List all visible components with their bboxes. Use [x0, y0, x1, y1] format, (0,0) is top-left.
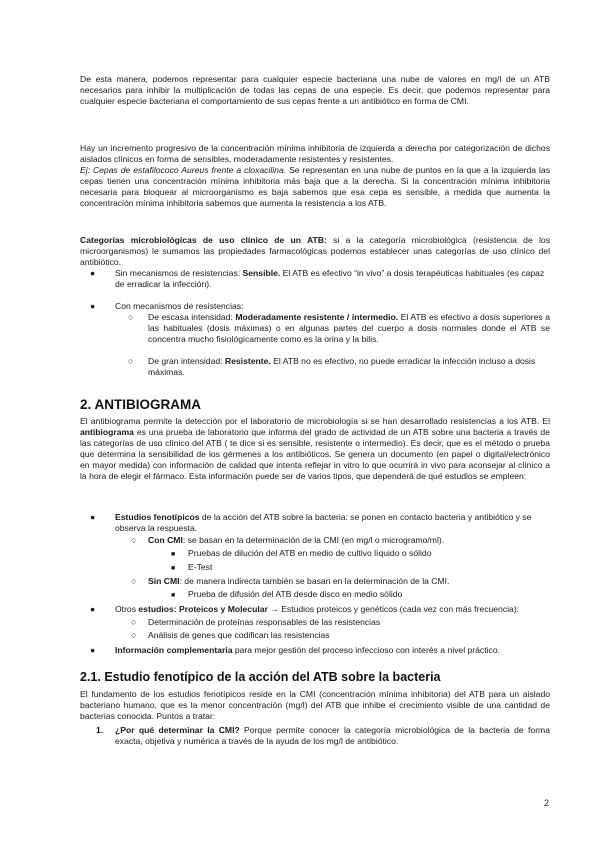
paragraph-categorias: Categorías microbiológicas de uso clínico de un ATB: si a la categoría microbiológica (resistencia de los microorganismos) le sumamos las propiedades farmacológicas podemos establecer unas categorías de uso clínico del antibiótico. — [80, 235, 550, 267]
example-label: Ej: Cepas de estafilococo Aureus frente a cloxacilina — [80, 165, 284, 175]
paragraph-incremento: Hay un incremento progresivo de la concentración mínima inhibitoria de izquierda a derecha por categorización de dichos aislados clínicos en forma de sensibles, moderadamente resistentes y resistentes. — [80, 143, 550, 164]
section-heading-antibiograma: 2. ANTIBIOGRAMA — [80, 397, 201, 412]
list-item-etest: E-Test — [188, 562, 213, 572]
disc-bullet-icon: ● — [90, 645, 96, 655]
list-item-sensible: Sin mecanismos de resistencias: Sensible. El ATB es efectivo “in vivo” a dosis terapéuticas habituales (es capaz de erradicar la infección). — [115, 268, 545, 289]
list-item-resistente: De gran intensidad: Resistente. El ATB no es efectivo, no puede erradicar la infección incluso a dosis máximas. — [148, 356, 536, 377]
list-item-por-que-cmi: ¿Por qué determinar la CMI? Porque permite conocer la categoría microbiológica de la bacteria de forma exacta, objetiva y numérica a través de la ayuda de los mg/l de antibiótico. — [115, 725, 550, 746]
list-item-proteinas: Determinación de proteínas responsables de las resistencias — [148, 617, 381, 627]
list-item-informacion-complementaria: Información complementaria para mejor gestión del proceso infeccioso con interés a nivel práctico. — [115, 645, 500, 655]
list-item-genes: Análisis de genes que codifican las resistencias — [148, 630, 330, 640]
disc-bullet-icon: ● — [90, 301, 96, 311]
disc-bullet-icon: ● — [90, 512, 96, 522]
circle-bullet-icon: ○ — [131, 535, 137, 545]
list-item-estudios-fenotipicos: Estudios fenotípicos de la acción del ATB sobre la bacteria: se ponen en contacto bacteria y antibiótico y se observa la respuesta. — [115, 512, 532, 533]
section-heading-2-1: 2.1. Estudio fenotípico de la acción del ATB sobre la bacteria — [80, 670, 441, 684]
paragraph-nube-valores: De esta manera, podemos representar para cualquier especie bacteriana una nube de valores en mg/l de un ATB necesarios para inhibir la multiplicación de todas las cepas de una especie. Es decir, que podemos representar para cualquier especie bacteriana el comportamiento de sus cepas frente a un antibiótico en forma de CMI. — [80, 74, 550, 106]
list-item-sin-cmi: Sin CMI: de manera indirecta también se basan en la determinación de la CMI. — [148, 576, 450, 586]
square-bullet-icon: ■ — [171, 551, 176, 558]
categorias-heading: Categorías microbiológicas de uso clínico de un ATB: — [80, 235, 327, 245]
list-item-dilucion: Pruebas de dilución del ATB en medio de cultivo líquido o sólido — [188, 548, 432, 558]
list-item-difusion: Prueba de difusión del ATB desde disco en medio sólido — [188, 589, 403, 599]
list-item-intermedio: De escasa intensidad: Moderadamente resistente / intermedio. El ATB es efectivo a dosis superiores a las habituales (dosis máximas) o en algunas partes del cuerpo a dosis normales donde el ATB se concentra mucho fisiológicamente como es la orina y la bilis. — [148, 312, 551, 344]
list-number: 1. — [96, 725, 104, 735]
circle-bullet-icon: ○ — [131, 617, 137, 627]
circle-bullet-icon: ○ — [131, 576, 137, 586]
list-item-otros-estudios: Otros estudios: Proteicos y Molecular → Estudios proteicos y genéticos (cada vez con más frecuencia): — [115, 604, 520, 614]
paragraph-antibiograma: El antibiograma permite la detección por el laboratorio de microbiología si se han desarrollado resistencias a los ATB. El antibiograma es una prueba de laboratorio que informa del grado de actividad de un ATB sobre una bacteria a través de las categorías de uso clínico del ATB ( te dice si es sensible, resistente o intermedio). Es decir, que es el método o prueba que determina la sensibilidad de los gérmenes a los antibióticos. Se genera un documento (en papel o digital/electrónico en mayor medida) con información de calidad que intenta reflejar in vitro lo que ocurrirá in vivo para aconsejar al clínico a la hora de elegir el fármaco. Esta información puede ser de varios tipos, que dependerá de qué estudios se empleen: — [80, 416, 550, 481]
paragraph-fundamento: El fundamento de los estudios fenotípicos reside en la CMI (concentración mínima inhibitoria) del ATB para un aislado bacteriano humano, que es la menor concentración (mg/l) del ATB que inhibe el crecimiento visible de una cantidad de bacterias conocida. Puntos a tratar: — [80, 689, 550, 721]
square-bullet-icon: ■ — [171, 592, 176, 599]
square-bullet-icon: ■ — [171, 565, 176, 572]
circle-bullet-icon: ○ — [128, 356, 134, 366]
list-item-con-cmi: Con CMI: se basan en la determinación de la CMI (en mg/l o microgramo/ml). — [148, 535, 445, 545]
circle-bullet-icon: ○ — [128, 312, 134, 322]
list-item-con-mecanismos: Con mecanismos de resistencias: — [115, 301, 244, 311]
disc-bullet-icon: ● — [90, 268, 96, 278]
circle-bullet-icon: ○ — [131, 630, 137, 640]
page-number: 2 — [543, 798, 549, 808]
disc-bullet-icon: ● — [90, 604, 96, 614]
paragraph-ejemplo: Ej: Cepas de estafilococo Aureus frente a cloxacilina. Se representan en una nube de puntos en la que a la izquierda las cepas tienen una concentración mínima inhibitoria más baja que a la derecha. Si la concentración mínima inhibitoria necesaria para bloquear al microorganismo es baja sabemos que esa cepa es sensible, a medida que aumenta la concentración mínima inhibitoria sabemos que aumenta la resistencia a los ATB. — [80, 165, 550, 208]
